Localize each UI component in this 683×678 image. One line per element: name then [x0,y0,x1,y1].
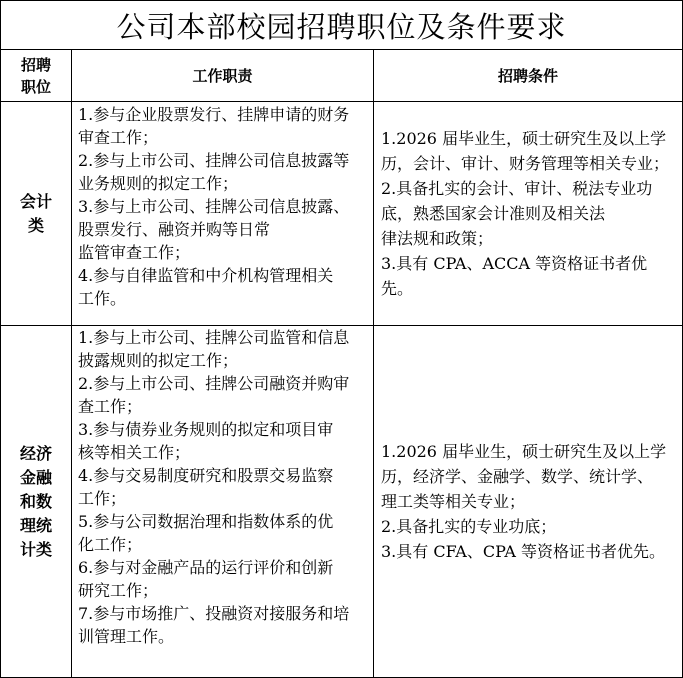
duty-line: 2.参与上市公司、挂牌公司融资并购审 [78,374,350,393]
duty-line: 股票发行、融资并购等日常 [78,220,271,239]
duty-line: 7.参与市场推广、投融资对接服务和培 [78,604,350,623]
duty-line: 监管审查工作； [78,243,191,262]
duty-line: 披露规则的拟定工作； [78,351,239,370]
table-title: 公司本部校园招聘职位及条件要求 [1,1,682,50]
header-requirements: 招聘条件 [374,50,682,102]
duty-line: 化工作； [78,535,143,554]
duty-line: 研究工作； [78,581,159,600]
duty-line: 6.参与对金融产品的运行评价和创新 [78,558,334,577]
requirement-line: 理工类等相关专业； [381,492,526,511]
header-duties: 工作职责 [72,50,374,102]
table-row [1,326,682,677]
duty-line: 训管理工作。 [78,627,175,646]
duty-line: 2.参与上市公司、挂牌公司信息披露等 [78,151,350,170]
table-row [1,102,682,326]
duty-line: 工作； [78,489,127,508]
requirement-line: 律法规和政策； [381,229,494,248]
duty-line: 5.参与公司数据治理和指数体系的优 [78,512,334,531]
duty-line: 查工作； [78,397,143,416]
requirement-line: 1.2026 届毕业生，硕士研究生及以上学 [381,129,667,148]
duty-line: 1.参与上市公司、挂牌公司监管和信息 [78,328,350,347]
duty-line: 4.参与自律监管和中介机构管理相关 [78,266,334,285]
header-position [1,50,72,102]
requirements-cell [374,326,682,677]
header-position-label: 招聘职位 [20,55,51,96]
duty-line: 4.参与交易制度研究和股票交易监察 [78,466,334,485]
requirement-line: 1.2026 届毕业生，硕士研究生及以上学 [381,442,667,461]
duties-cell [72,326,374,677]
requirement-line: 2.具备扎实的会计、审计、税法专业功 [381,179,653,198]
category-label: 经济金融和数理统计类 [19,443,52,559]
duty-line: 3.参与债券业务规则的拟定和项目审 [78,420,334,439]
requirement-line: 先。 [381,279,414,298]
duty-line: 业务规则的拟定工作； [78,174,239,193]
duty-line: 3.参与上市公司、挂牌公司信息披露、 [78,197,350,216]
requirement-line: 3.具有 CFA、CPA 等资格证书者优先。 [381,542,666,561]
requirement-line: 历，经济学、金融学、数学、统计学、 [381,467,654,486]
position-category [1,102,72,326]
requirement-line: 2.具备扎实的专业功底； [381,517,557,536]
duty-line: 审查工作； [78,128,159,147]
requirements-cell [374,102,682,326]
category-label: 会计类 [19,191,52,235]
duties-cell [72,102,374,326]
duty-line: 工作。 [78,289,127,308]
requirement-line: 3.具有 CPA、ACCA 等资格证书者优 [381,254,648,273]
requirement-line: 历，会计、审计、财务管理等相关专业； [381,154,670,173]
header-row [1,50,682,102]
requirement-line: 底，熟悉国家会计准则及相关法 [381,204,606,223]
position-category [1,326,72,677]
duty-line: 核等相关工作； [78,443,191,462]
duty-line: 1.参与企业股票发行、挂牌申请的财务 [78,105,350,124]
